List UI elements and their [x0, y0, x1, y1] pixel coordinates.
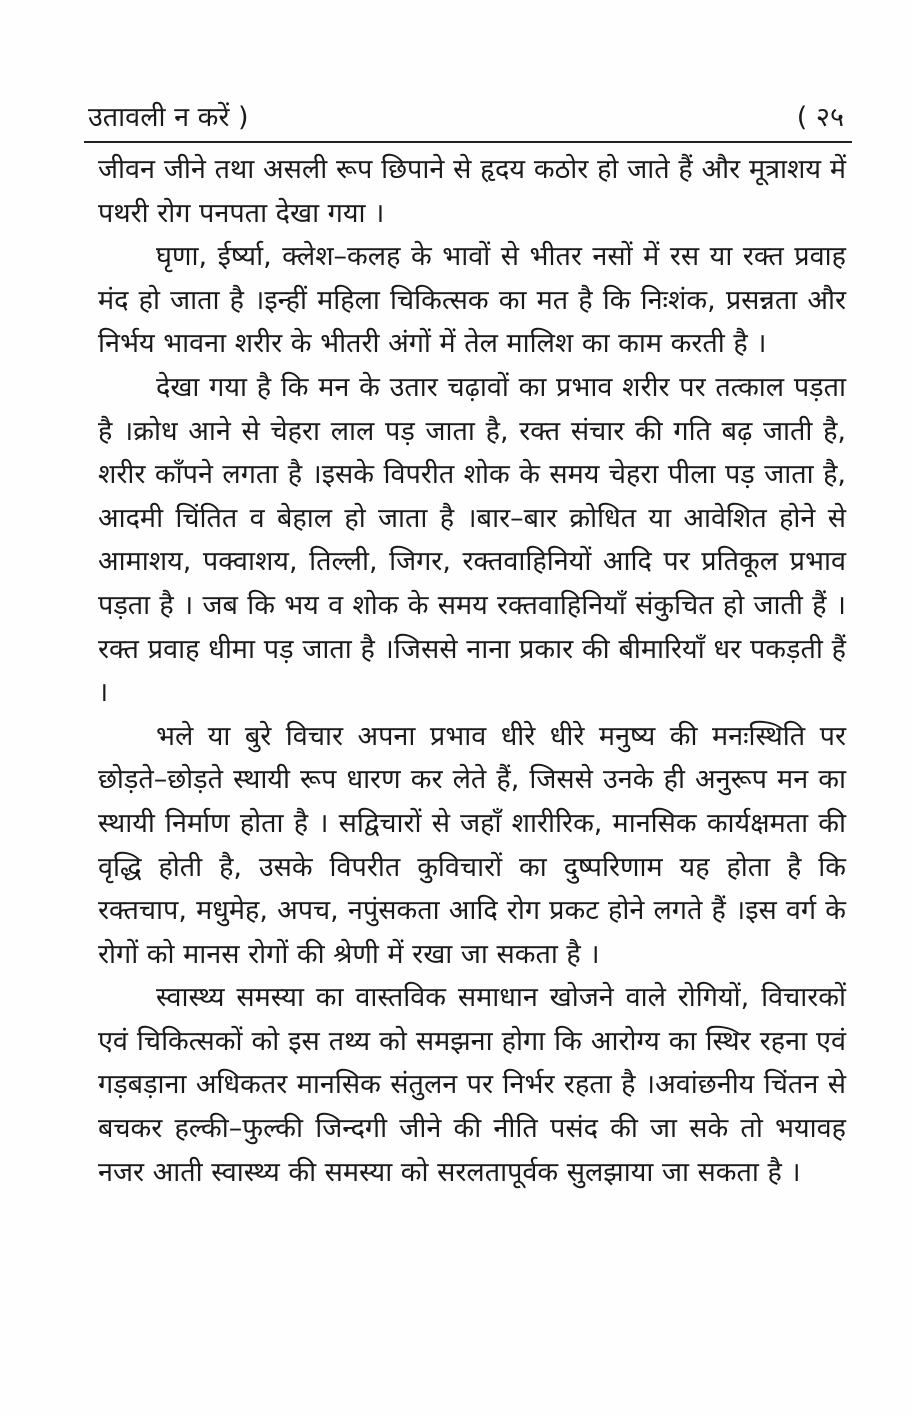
- paragraph-4: भले या बुरे विचार अपना प्रभाव धीरे धीरे मनुष्य की मनःस्थिति पर छोड़ते–छोड़ते स्थायी रूप धारण कर लेते हैं, जिससे उनके ही अनुरूप मन का स्थायी निर्माण होता है । सद्विचारों से जहाँ शारीरिक, मानसिक कार्यक्षमता की वृद्धि होती है, उसके विपरीत कुविचारों का दुष्परिणाम यह होता है कि रक्तचाप, मधुमेह, अपच, नपुंसकता आदि रोग प्रकट होने लगते हैं ।इस वर्ग के रोगों को मानस रोगों की श्रेणी में रखा जा सकता है ।: [98, 720, 846, 970]
- page-number: ( २५: [796, 102, 844, 133]
- paragraph-2: घृणा, ईर्ष्या, क्लेश–कलह के भावों से भीतर नसों में रस या रक्त प्रवाह मंद हो जाता है ।इन्हीं महिला चिकित्सक का मत है कि निःशंक, प्रसन्नता और निर्भय भावना शरीर के भीतरी अंगों में तेल मालिश का काम करती है ।: [98, 241, 846, 360]
- paragraph-1: जीवन जीने तथा असली रूप छिपाने से हृदय कठोर हो जाते हैं और मूत्राशय में पथरी रोग पनपता देखा गया ।: [98, 154, 846, 229]
- body-text: [98, 148, 846, 1194]
- header-rule: [84, 141, 852, 143]
- page-header: [88, 98, 848, 138]
- running-title: उतावली न करें ): [88, 102, 249, 133]
- paragraph-3: देखा गया है कि मन के उतार चढ़ावों का प्रभाव शरीर पर तत्काल पड़ता है ।क्रोध आने से चेहरा लाल पड़ जाता है, रक्त संचार की गति बढ़ जाती है, शरीर काँपने लगता है ।इसके विपरीत शोक के समय चेहरा पीला पड़ जाता है, आदमी चिंतित व बेहाल हो जाता है ।बार–बार क्रोधित या आवेशित होने से आमाशय, पक्वाशय, तिल्ली, जिगर, रक्तवाहिनियों आदि पर प्रतिकूल प्रभाव पड़ता है । जब कि भय व शोक के समय रक्तवाहिनियाँ संकुचित हो जाती हैं । रक्त प्रवाह धीमा पड़ जाता है ।जिससे नाना प्रकार की बीमारियाँ धर पकड़ती हैं ।: [98, 371, 846, 709]
- paragraph-5: स्वास्थ्य समस्या का वास्तविक समाधान खोजने वाले रोगियों, विचारकों एवं चिकित्सकों को इस तथ्य को समझना होगा कि आरोग्य का स्थिर रहना एवं गड़बड़ाना अधिकतर मानसिक संतुलन पर निर्भर रहता है ।अवांछनीय चिंतन से बचकर हल्की–फुल्की जिन्दगी जीने की नीति पसंद की जा सके तो भयावह नजर आती स्वास्थ्य की समस्या को सरलतापूर्वक सुलझाया जा सकता है ।: [98, 982, 846, 1188]
